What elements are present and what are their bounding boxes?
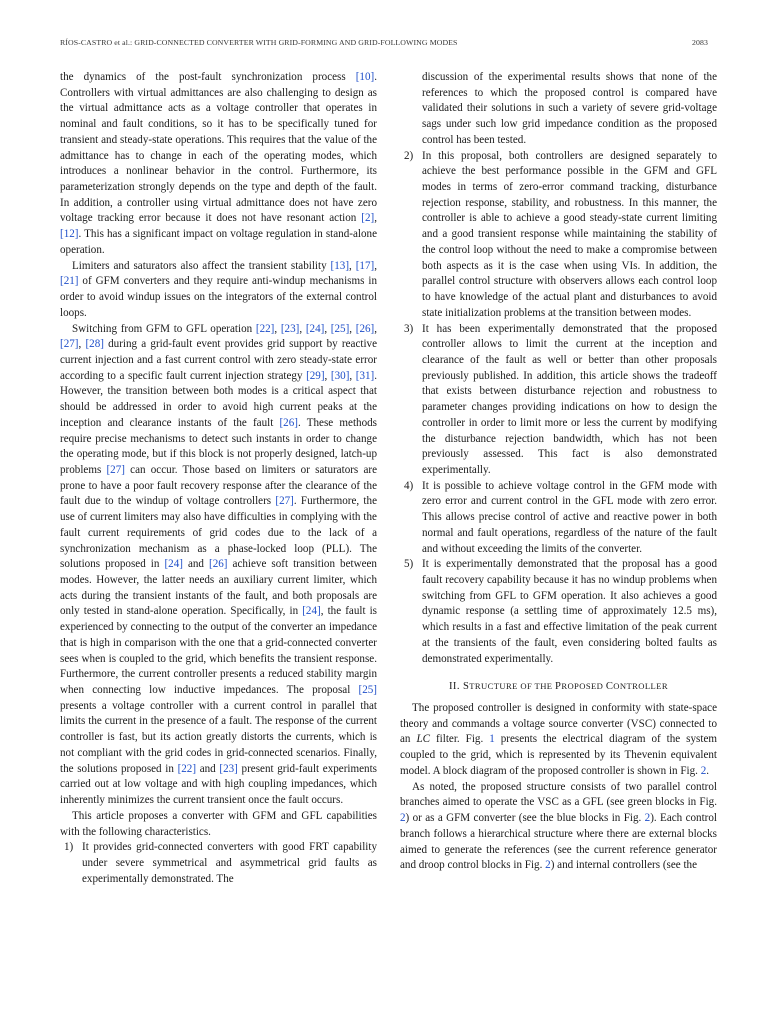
list-text: It is possible to achieve voltage control in the GFM mode with zero error and current control in the GFL mode with zero error. This allows precise control of active and reactive power in both normal and fault operations, regardless of the nature of the fault and without exceeding the limits of the converter. — [422, 479, 717, 555]
paragraph: As noted, the proposed structure consists of two parallel control branches aimed to operate the VSC as a GFL (see green blocks in Fig. 2) or as a GFM converter (see the blue blocks in Fig. 2). Each control branch follows a hierarchical structure where there are external blocks aimed to generate the references (see the current reference generator and droop control blocks in Fig. 2) and internal controllers (see the — [400, 780, 717, 872]
paragraph: the dynamics of the post-fault synchronization process [10]. Controllers with virtual admittances are also challenging to design as the virtual admittance acts as a voltage controller that operates in nominal and fault conditions, so it has to be specifically tuned for transient and steady-state operations. This requires that the value of the admittance has to change in each of the operating modes, which introduces a nonlinear behavior in the control. Furthermore, its parameterization strongly depends on the type and depth of the fault. In addition, a controller using virtual admittance does not have zero voltage tracking error because it does not have resonant action [2], [12]. This has a significant impact on voltage regulation in stand-alone operation. — [60, 71, 377, 256]
citation-link[interactable]: [22] — [177, 762, 197, 775]
list-text: It is experimentally demonstrated that the proposal has a good fault recovery capability because it has no windup problems when switching from GFL to GFM operation. It also achieves a good dynamic response (a settling time of approximately 12.5 ms), which results in a fast and effective limitation of the peak current at the transients of the fault, even considering bolted faults as demonstrated experimentally. — [422, 558, 717, 665]
citation-link[interactable]: [25] — [358, 684, 377, 697]
list-number: 1) — [64, 841, 74, 854]
section-number: II. — [449, 681, 460, 693]
list-text: discussion of the experimental results shows that none of the references to which the proposed control is compared have validated their solutions in such a variety of severe grid-voltage sags under such low grid impedance condition as the proposed control has been tested. — [422, 71, 717, 146]
citation-link[interactable]: [2] — [361, 212, 375, 225]
citation-link[interactable]: [17] — [355, 259, 375, 272]
citation-link[interactable]: [30] — [330, 369, 350, 382]
paragraph: This article proposes a converter with GFM and GFL capabilities with the following characteristics. — [60, 809, 377, 838]
list-item — [400, 557, 717, 667]
figure-link[interactable]: 2 — [700, 764, 707, 777]
figure-link[interactable]: 2 — [400, 812, 406, 825]
list-number: 5) — [404, 558, 414, 571]
list-number: 2) — [404, 149, 414, 162]
list-item — [400, 479, 717, 558]
citation-link[interactable]: [29] — [306, 369, 325, 382]
list-item — [400, 149, 717, 322]
list-item — [400, 70, 717, 149]
citation-link[interactable]: [26] — [279, 416, 298, 429]
list-item — [400, 322, 717, 479]
page-number: 2083 — [692, 38, 708, 47]
citation-link[interactable]: [24] — [164, 558, 183, 571]
list-item — [60, 840, 377, 887]
citation-link[interactable]: [25] — [330, 322, 350, 335]
paragraph: The proposed controller is designed in conformity with state-space theory and commands a voltage source converter (VSC) connected to an LC filter. Fig. 1 presents the electrical diagram of the system coupled to the grid, which is represented by its Thevenin equivalent model. A block diagram of the proposed controller is shown in Fig. 2. — [400, 702, 717, 777]
page-header — [60, 38, 708, 52]
citation-link[interactable]: [27] — [275, 495, 294, 508]
citation-link[interactable]: [31] — [355, 369, 375, 382]
list-text: It provides grid-connected converters with good FRT capability under severe symmetrical and asymmetrical grid faults as experimentally demonstrated. The — [82, 841, 377, 885]
citation-link[interactable]: [26] — [209, 558, 228, 571]
citation-link[interactable]: [24] — [305, 322, 325, 335]
running-title: RÍOS-CASTRO et al.: GRID-CONNECTED CONVERTER WITH GRID-FORMING AND GRID-FOLLOWING MODES — [60, 38, 458, 47]
citation-link[interactable]: [23] — [219, 762, 238, 775]
list-number: 4) — [404, 479, 414, 492]
list-number: 3) — [404, 322, 414, 335]
citation-link[interactable]: [24] — [302, 605, 321, 618]
left-column — [60, 70, 377, 887]
section-heading: II. STRUCTURE OF THE PROPOSED CONTROLLER — [449, 681, 668, 693]
list-text: It has been experimentally demonstrated that the proposed controller allows to limit the current at the inception and clearance of the fault as well or better than other proposals previously published. In addition, this article shows the tradeoff that exists between disturbance rejection and robustness to parameter changes providing indications on how to design the controller in order to limit more or less the current by modifying the disturbance rejection bandwidth, which has not been previously assessed. This fact is also demonstrated experimentally. — [422, 322, 717, 476]
paragraph: Switching from GFM to GFL operation [22], [23], [24], [25], [26], [27], [28] during a grid-fault event provides grid support by reactive current injection and a fast current control with zero steady-state error according to a specific fault current injection strategy [29], [30], [31]. However, the transition between both modes is a critical aspect that should be addressed in order to avoid high current peaks at the inception and clearance instants of the fault [26]. These methods require precise mechanisms to detect such instants in order to change the operating mode, but if this block is not properly designed, latch-up problems [27] can occur. Those based on limiters or saturators are prone to have a poor fault recovery response after the clearance of the fault due to the windup of voltage controllers [27]. Furthermore, the use of current limiters may also have difficulties in complying with the fault current requirements of grid codes due to the lack of a synchronization mechanism as a phase-locked loop (PLL). The solutions proposed in [24] and [26] achieve soft transition between modes. However, the latter needs an auxiliary current limiter, which acts during the transient instants of the fault, and both proposals are only tested in stand-alone operation. Specifically, in [24], the fault is experienced by connecting to the output of the converter an impedance that is high in comparison with the one that a grid-connected converter sees when is coupled to the grid, which benefits the transient response. Furthermore, the current controller presents a reduced stability margin when connecting low inductive impedances. The proposal [25] presents a voltage controller with a current control in parallel that limits the current in the presence of a fault. The response of the current controller is fast, but its action greatly distorts the currents, which is not compliant with the grid codes in grid-connected scenarios. Finally, the solutions proposed in [22] and [23] present grid-fault experiments carried out at low voltage and with high coupling impedances, which inherently minimizes the current transient once the fault occurs. — [60, 322, 378, 807]
citation-link[interactable]: [28] — [85, 338, 104, 351]
citation-link[interactable]: [23] — [280, 322, 300, 335]
citation-link[interactable]: [13] — [330, 259, 350, 272]
paragraph: Limiters and saturators also affect the transient stability [13], [17], [21] of GFM converters and they require anti-windup mechanisms in order to avoid windup issues on the integrators of the external control loops. — [60, 259, 377, 319]
figure-link[interactable]: 2 — [545, 859, 551, 872]
citation-link[interactable]: [21] — [60, 275, 79, 288]
figure-link[interactable]: 2 — [644, 812, 651, 825]
list-text: In this proposal, both controllers are designed separately to achieve the best performance possible in the GFM and GFL modes in terms of zero-error command tracking, disturbance rejection response, stability, and robustness. In this manner, the controller is able to achieve a good steady-state current limiting and a good transient response while maintaining the stability of the control loop without the need to make a compromise between both aspects as it is the case when using VIs. In addition, the parallel control structure with observers allows each control loop to have knowledge of the actual plant and disturbances to avoid state initialization problems at the transition between modes. — [422, 149, 717, 319]
citation-link[interactable]: [22] — [255, 322, 275, 335]
figure-link[interactable]: 1 — [489, 733, 495, 746]
citation-link[interactable]: [10] — [355, 71, 375, 83]
citation-link[interactable]: [27] — [60, 338, 79, 351]
citation-link[interactable]: [12] — [60, 228, 79, 241]
right-column — [400, 70, 717, 874]
citation-link[interactable]: [27] — [106, 463, 125, 476]
citation-link[interactable]: [26] — [355, 322, 375, 335]
